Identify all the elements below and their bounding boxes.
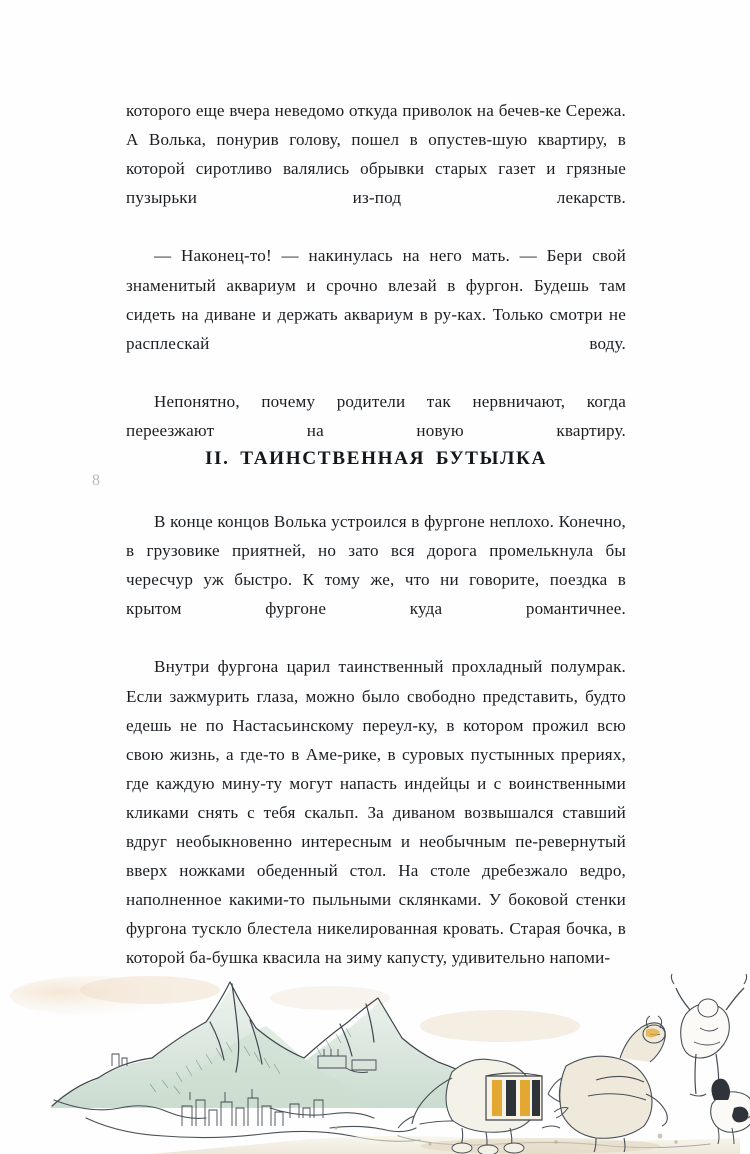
chapter-illustration xyxy=(0,968,750,1154)
paragraph: Внутри фургона царил таинственный прохладный полумрак. Если зажмурить глаза, можно было свободно представить, будто едешь не по Настасьинскому переул-​ку, в котором прожил всю свою жизнь, а где-​то в Аме-​рике, в суровых пустынных прериях, где каждую мину-​ту могут напасть индейцы и с воинственными кликами снять с тебя скальп. За диваном возвышался ставший вдруг необыкновенно интересным и необычным пе-​ревернутый вверх ножками обеденный стол. На столе дребезжало ведро, наполненное какими-​то пыльными склянками. У боковой стенки фургона тускло блестела никелированная кровать. Старая бочка, в которой ба-​бушка квасила на зиму капусту, удивительно напоми- xyxy=(126,657,626,968)
paragraph: Непонятно, почему родители так нервничают, когда переезжают на новую квартиру. xyxy=(126,391,626,441)
camel-second xyxy=(560,1016,668,1152)
ground-wash xyxy=(150,1136,740,1154)
standing-figure xyxy=(671,974,746,1096)
text-column-top xyxy=(126,96,626,474)
background-wash xyxy=(10,976,580,1042)
illustration-artwork xyxy=(0,968,750,1154)
page-number: 8 xyxy=(92,472,100,489)
paragraph: В конце концов Волька устроился в фургоне неплохо. Конечно, в грузовике приятней, но зато вся дорога промелькнула бы чересчур уж быстро. К тому же, что ни говорите, поездка в крытом фургоне куда романтичнее. xyxy=(126,512,626,619)
chapter-heading xyxy=(126,448,626,470)
bundle-pattern xyxy=(492,1080,540,1116)
paragraph: которого еще вчера неведомо откуда приволок на бечев-​ке Сережа. А Волька, понурив голову, пошел в опустев-​шую квартиру, в которой сиротливо валялись обрывки старых газет и грязные пузырьки из-​под лекарств. xyxy=(126,101,626,208)
dog-figure xyxy=(711,1079,750,1144)
paragraph: — Наконец-​то! — накинулась на него мать. — Бери свой знаменитый аквариум и срочно влезай в фургон. Будешь там сидеть на диване и держать аквариум в ру-​ках. Только смотри не расплескай воду. xyxy=(126,246,626,353)
text-column-body xyxy=(126,507,626,973)
chapter-title: II. ТАИНСТВЕННАЯ БУТЫЛКА xyxy=(204,448,548,469)
